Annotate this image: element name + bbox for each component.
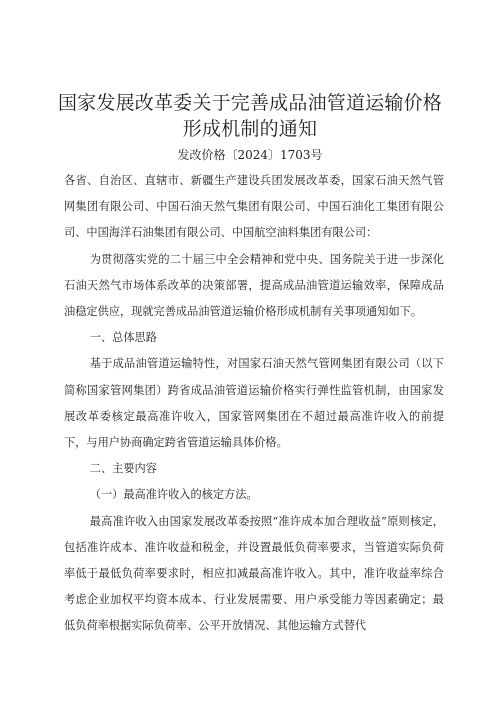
section-1-heading: 一、总体思路 <box>89 331 157 345</box>
document-number: 发改价格〔2024〕1703号 <box>177 148 323 162</box>
document-body <box>64 168 444 640</box>
document-title-line-1: 国家发展改革委关于完善成品油管道运输价格 <box>57 92 442 114</box>
subsection-1-heading: （一）最高准许收入的核定方法。 <box>89 488 258 502</box>
subsection-1-paragraph: 最高准许收入由国家发展改革委按照“准许成本加合理收益”原则核定，包括准许成本、准许收益和税金，并设置最低负荷率要求，当管道实际负荷率低于最低负荷率要求时，相应扣减最高准许收入。其中，准许收益率综合考虑企业加权平均资本成本、行业发展需要、用户承受能力等因素确定；最低负荷率根据实际负荷率、公平开放情况、其他运输方式替代 <box>64 514 444 633</box>
intro-paragraph: 为贯彻落实党的二十届三中全会精神和党中央、国务院关于进一步深化石油天然气市场体系改革的决策部署，提高成品油管道运输效率，保障成品油稳定供应，现就完善成品油管道运输价格形成机制有关事项通知如下。 <box>64 252 444 319</box>
document-title-line-2: 形成机制的通知 <box>182 118 318 140</box>
section-1-paragraph: 基于成品油管道运输特性，对国家石油天然气管网集团有限公司（以下简称国家管网集团）跨省成品油管道运输价格实行弹性监管机制，由国家发展改革委核定最高准许收入，国家管网集团在不超过最高准许收入的前提下，与用户协商确定跨省管道运输具体价格。 <box>64 357 444 450</box>
addressees-paragraph: 各省、自治区、直辖市、新疆生产建设兵团发展改革委，国家石油天然气管网集团有限公司、中国石油天然气集团有限公司、中国石油化工集团有限公司、中国海洋石油集团有限公司、中国航空油料集团有限公司： <box>64 174 444 240</box>
section-2-heading: 二、主要内容 <box>89 462 157 476</box>
